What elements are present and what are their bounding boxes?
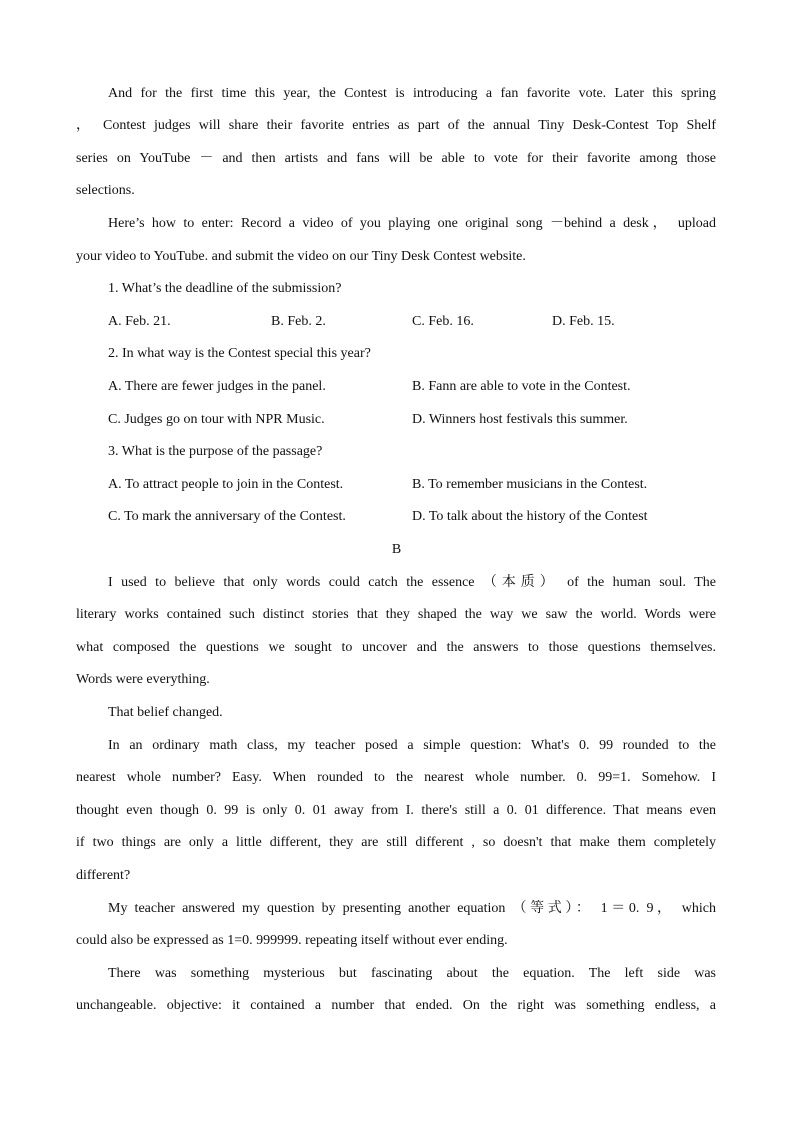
question-stem: 2. In what way is the Contest special this year? bbox=[108, 346, 371, 361]
text-line: There was something mysterious but fascinating about the equation. The left side was bbox=[108, 966, 716, 981]
answer-option: A. Feb. 21. bbox=[108, 314, 171, 329]
question-stem: 3. What is the purpose of the passage? bbox=[108, 444, 323, 459]
text-line: Words were everything. bbox=[76, 672, 210, 687]
text-line: In an ordinary math class, my teacher posed a simple question: What's 0. 99 rounded to the bbox=[108, 738, 716, 753]
text-line: I used to believe that only words could catch the essence （本质） of the human soul. The bbox=[108, 575, 716, 590]
text-line: could also be expressed as 1=0. 999999. repeating itself without ever ending. bbox=[76, 933, 508, 948]
text-line: what composed the questions we sought to uncover and the answers to those questions themselves. bbox=[76, 640, 716, 655]
text-line: And for the first time this year, the Contest is introducing a fan favorite vote. Later this spring bbox=[108, 86, 716, 101]
text-line: literary works contained such distinct stories that they shaped the way we saw the world. Words were bbox=[76, 607, 716, 622]
section-heading: B bbox=[391, 542, 402, 557]
answer-option: C. To mark the anniversary of the Contest. bbox=[108, 509, 346, 524]
text-line: nearest whole number? Easy. When rounded to the nearest whole number. 0. 99=1. Somehow. I bbox=[76, 770, 716, 785]
text-line: That belief changed. bbox=[108, 705, 223, 720]
text-line: if two things are only a little different, they are still different , so doesn't that make them completely bbox=[76, 835, 716, 850]
answer-option: D. Feb. 15. bbox=[552, 314, 615, 329]
text-line: selections. bbox=[76, 183, 135, 198]
answer-option: D. To talk about the history of the Contest bbox=[412, 509, 648, 524]
text-line: thought even though 0. 99 is only 0. 01 away from I. there's still a 0. 01 difference. That means even bbox=[76, 803, 716, 818]
text-line: Here’s how to enter: Record a video of you playing one original song －behind a desk， upload bbox=[108, 216, 716, 231]
answer-option: D. Winners host festivals this summer. bbox=[412, 412, 628, 427]
answer-option: C. Judges go on tour with NPR Music. bbox=[108, 412, 325, 427]
text-line: different? bbox=[76, 868, 131, 883]
answer-option: B. To remember musicians in the Contest. bbox=[412, 477, 648, 492]
answer-option: B. Fann are able to vote in the Contest. bbox=[412, 379, 631, 394]
answer-option: C. Feb. 16. bbox=[412, 314, 474, 329]
question-stem: 1. What’s the deadline of the submission? bbox=[108, 281, 342, 296]
answer-option: A. To attract people to join in the Contest. bbox=[108, 477, 344, 492]
answer-option: A. There are fewer judges in the panel. bbox=[108, 379, 326, 394]
text-line: ， Contest judges will share their favorite entries as part of the annual Tiny Desk-Contest Top Shelf bbox=[76, 118, 716, 133]
text-line: your video to YouTube. and submit the video on our Tiny Desk Contest website. bbox=[76, 249, 526, 264]
answer-option: B. Feb. 2. bbox=[271, 314, 326, 329]
text-line: My teacher answered my question by presenting another equation （等式）： 1＝0. 9， which bbox=[108, 901, 716, 916]
text-line: series on YouTube － and then artists and fans will be able to vote for their favorite among those bbox=[76, 151, 716, 166]
text-line: unchangeable. objective: it contained a number that ended. On the right was something endless, a bbox=[76, 998, 716, 1013]
